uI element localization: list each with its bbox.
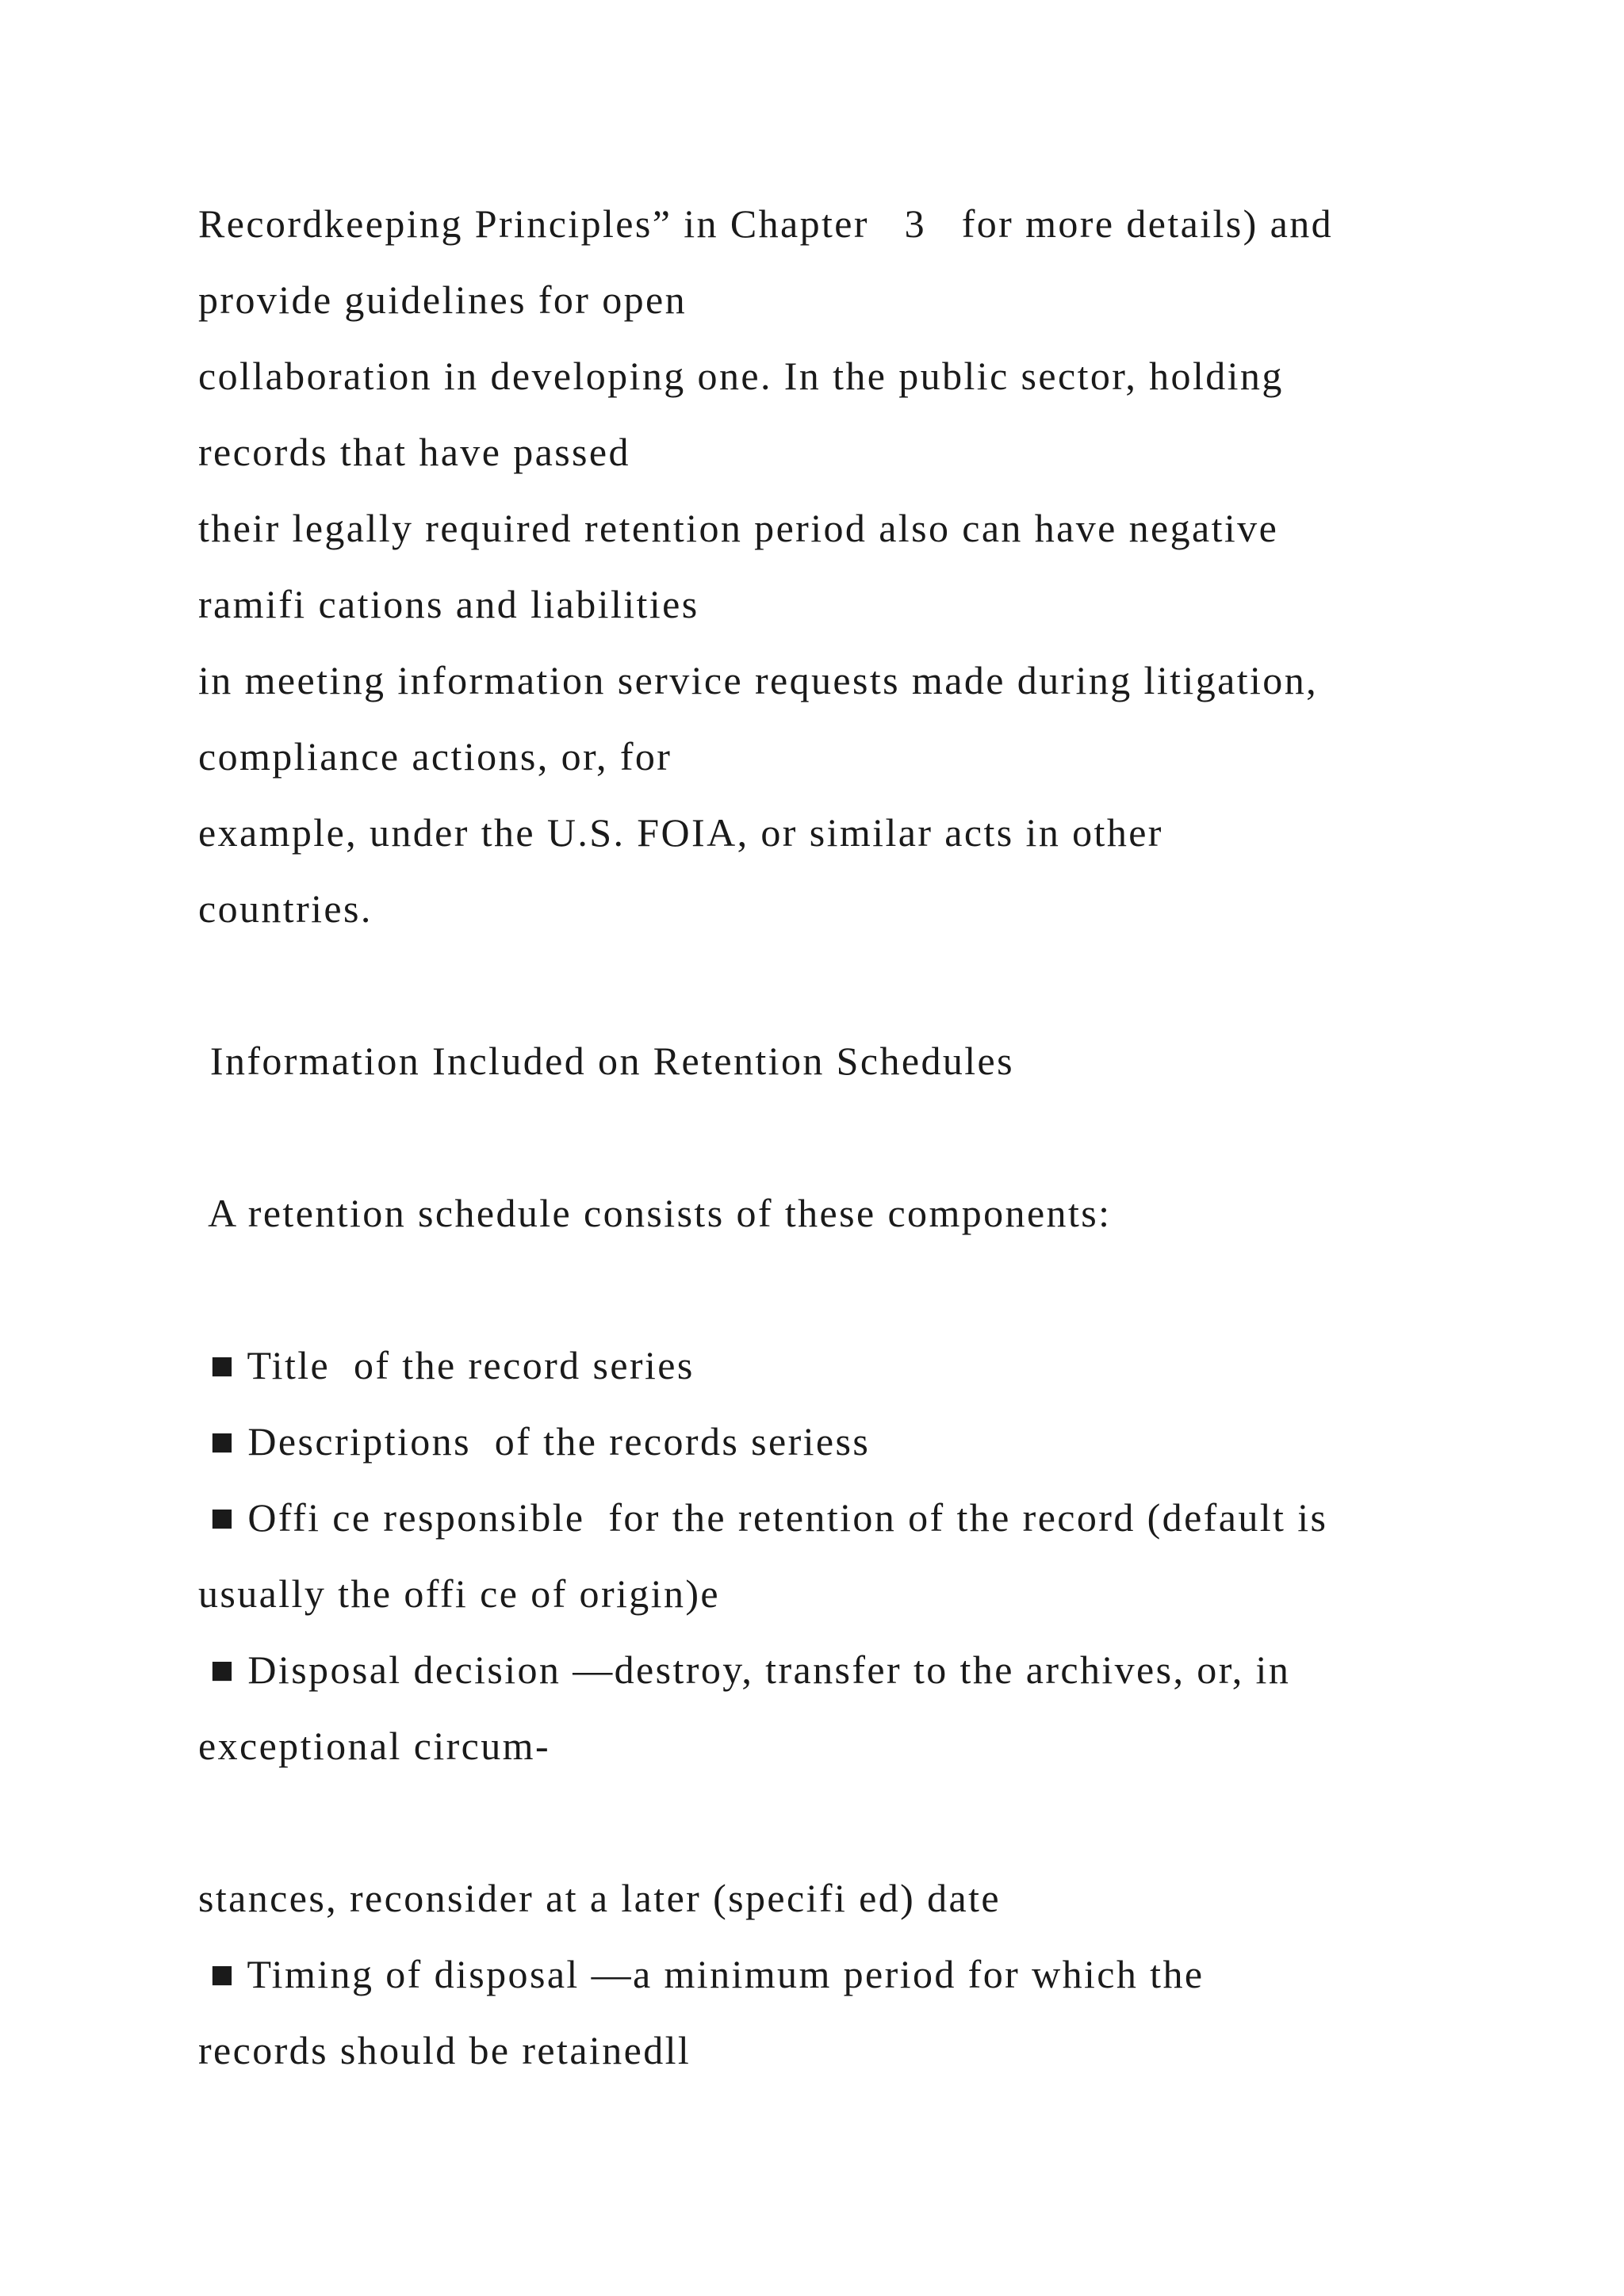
list-item-continuation: usually the offi ce of origin)e [198, 1571, 721, 1616]
paragraph-line: provide guidelines for open [198, 277, 688, 322]
paragraph-line: collaboration in developing one. In the public sector, holding [198, 354, 1284, 398]
list-item: ■ Offi ce responsible for the retention of the record (default is [198, 1495, 1328, 1540]
list-item-continuation: records should be retainedll [198, 2028, 691, 2072]
section-heading: Information Included on Retention Schedules [198, 1039, 1014, 1083]
paragraph-line: ramifi cations and liabilities [198, 582, 699, 626]
paragraph-line: countries. [198, 886, 373, 931]
paragraph-line: compliance actions, or, for [198, 734, 672, 779]
paragraph-line: in meeting information service requests made during litigation, [198, 658, 1318, 702]
list-item: ■ Timing of disposal —a minimum period for which the [198, 1952, 1205, 1996]
paragraph-line: records that have passed [198, 430, 630, 474]
list-item: ■ Disposal decision —destroy, transfer to the archives, or, in [198, 1647, 1291, 1692]
paragraph-line: example, under the U.S. FOIA, or similar acts in other [198, 810, 1163, 855]
paragraph-line: their legally required retention period also can have negative [198, 506, 1279, 550]
paragraph-line: Recordkeeping Principles” in Chapter 3 for more details) and [198, 201, 1333, 246]
intro-line: A retention schedule consists of these components: [198, 1191, 1112, 1235]
list-item: ■ Title of the record series [198, 1343, 695, 1387]
list-item-continuation: exceptional circum- [198, 1724, 551, 1768]
list-item: ■ Descriptions of the records seriess [198, 1419, 871, 1464]
list-item-continuation: stances, reconsider at a later (specifi ed) date [198, 1876, 1001, 1920]
